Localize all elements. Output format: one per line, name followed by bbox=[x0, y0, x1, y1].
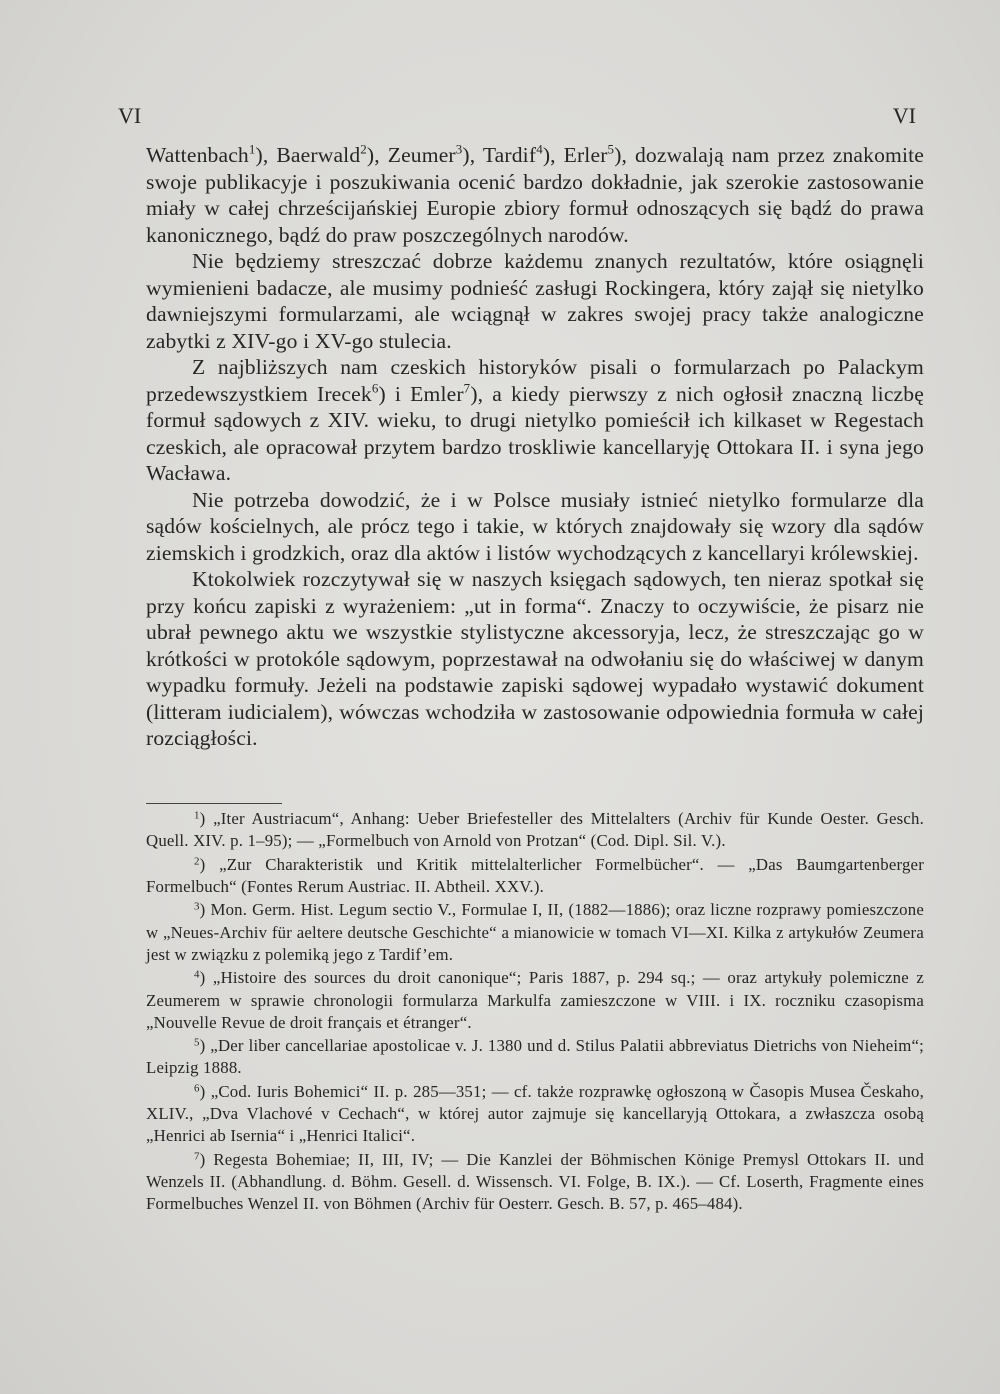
text-run: Z najbliższych nam czeskich historyków pisali o formularzach po Palackym przedewszystkiem Irecek bbox=[146, 355, 924, 406]
footnote-1 bbox=[146, 808, 924, 852]
footnote-7 bbox=[146, 1149, 924, 1216]
text-run: ), Erler bbox=[542, 143, 608, 167]
text-run: Wattenbach bbox=[146, 143, 249, 167]
footnote-mark: 5 bbox=[194, 1036, 200, 1049]
running-head bbox=[118, 103, 916, 129]
text-run: ), dozwalają nam przez znakomite swoje publikacyje i poszukiwania ocenić bardzo dokładnie, jak szerokie zastosowanie miały w całej chrześcijańskiej Europie zbiory formuł odnoszących się bądź do prawa kanonicznego, bądź do praw poszczególnych narodów. bbox=[146, 143, 925, 247]
footnote-mark: 3 bbox=[194, 900, 200, 913]
footnote-separator bbox=[146, 803, 282, 804]
footnote-ref: 5 bbox=[607, 141, 615, 157]
footnote-text: ) „Iter Austriacum“, Anhang: Ueber Briefesteller des Mittelalters (Archiv für Kunde Oester. Gesch. Quell. XIV. p. 1–95); — „Formelbuch von Arnold von Protzan“ (Cod. Dipl. Sil. V.). bbox=[146, 809, 924, 851]
footnote-text: ) „Zur Charakteristik und Kritik mittelalterlicher Formelbücher“. — „Das Baumgartenberger Formelbuch“ (Fontes Rerum Austriac. II. Abtheil. XXV.). bbox=[146, 854, 924, 896]
footnote-text: ) „Cod. Iuris Bohemici“ II. p. 285—351; — cf. także rozprawkę ogłoszoną w Časopis Musea Českaho, XLIV., „Dva Vlachové v Cechach“, w której autor zajmuje się kancellaryją Ottokara, a zwłaszcza osobą „Henrici ab Isernia“ i „Henrici Italici“. bbox=[146, 1081, 924, 1146]
footnote-ref: 2 bbox=[360, 141, 367, 157]
text-run: ), a kiedy pierwszy z nich ogłosił znaczną liczbę formuł sądowych z XIV. wieku, to drugi nietylko pomieścił ich kilkaset w Regestach czeskich, ale opracował przytem bardzo troskliwie kancellaryję Ottokara II. i syna jego Wacława. bbox=[146, 381, 924, 485]
footnote-text: ) „Histoire des sources du droit canonique“; Paris 1887, p. 294 sq.; — oraz artykuły polemiczne z Zeumerem w sprawie chronologii formularza Markulfa zamieszczone w VIII. i IX. roczniku czasopisma „Nouvelle Revue de droit français et étranger“. bbox=[146, 968, 924, 1032]
text-run: ), Zeumer bbox=[366, 143, 456, 167]
footnote-mark: 2 bbox=[194, 855, 200, 868]
paragraph-1 bbox=[146, 142, 924, 248]
paragraph-2: Nie będziemy streszczać dobrze każdemu znanych rezultatów, które osiągnęli wymienieni badacze, ale musimy podnieść zasługi Rockingera, który zajął się nietylko dawniejszymi formularzami, ale wciągnął w zakres swojej pracy także analogiczne zabytki z XIV-go i XV-go stulecia. bbox=[146, 249, 924, 353]
text-run: ) i Emler bbox=[378, 381, 464, 406]
footnote-2 bbox=[146, 854, 924, 898]
footnote-text: ) „Der liber cancellariae apostolicae v. J. 1380 und d. Stilus Palatii abbreviatus Dietrichs von Nieheim“; Leipzig 1888. bbox=[146, 1036, 924, 1078]
body-text bbox=[146, 142, 924, 752]
footnote-ref: 6 bbox=[371, 380, 379, 396]
left-page-number: VI bbox=[118, 103, 142, 128]
text-run: ), Baerwald bbox=[255, 143, 361, 167]
footnote-ref: 3 bbox=[455, 141, 463, 157]
paragraph-4: Nie potrzeba dowodzić, że i w Polsce musiały istnieć nietylko formularze dla sądów kościelnych, ale prócz tego i takie, w których znajdowały się wzory dla sądów ziemskich i grodzkich, oraz dla aktów i listów wychodzących z kancellaryi królewskiej. bbox=[146, 487, 924, 565]
paragraph-3 bbox=[146, 354, 924, 487]
footnote-ref: 4 bbox=[536, 141, 543, 157]
footnote-mark: 1 bbox=[194, 809, 200, 822]
footnote-5 bbox=[146, 1035, 924, 1079]
footnote-text: ) Mon. Germ. Hist. Legum sectio V., Formulae I, II, (1882—1886); oraz liczne rozprawy pomieszczone w „Neues-Archiv für aeltere deutsche Geschichte“ a mianowicie w tomach VI—XI. Kilka z artykułów Zeumera jest w związku z polemiką jego z Tardif’em. bbox=[146, 900, 924, 964]
footnote-6 bbox=[146, 1081, 924, 1148]
text-run: ), Tardif bbox=[462, 143, 537, 167]
footnote-mark: 6 bbox=[194, 1082, 200, 1095]
footnote-mark: 7 bbox=[194, 1150, 200, 1163]
right-page-number: VI bbox=[892, 103, 916, 128]
footnote-ref: 1 bbox=[248, 141, 256, 157]
footnote-text: ) Regesta Bohemiae; II, III, IV; — Die Kanzlei der Böhmischen Könige Premysl Ottokars II. und Wenzels II. (Abhandlung. d. Böhm. Gesell. d. Wissensch. VI. Folge, B. IX.). — Cf. Loserth, Fragmente eines Formelbuches Wenzel II. von Böhmen (Archiv für Oesterr. Gesch. B. 57, p. 465–484). bbox=[146, 1149, 924, 1214]
footnotes bbox=[146, 808, 924, 1217]
footnote-ref: 7 bbox=[463, 380, 471, 396]
footnote-4 bbox=[146, 967, 924, 1034]
paragraph-5: Ktokolwiek rozczytywał się w naszych księgach sądowych, ten nieraz spotkał się przy końcu zapiski z wyrażeniem: „ut in forma“. Znaczy to oczywiście, że pisarz nie ubrał pewnego aktu we wszystkie stylistyczne akcessoryja, lecz, że streszczając go w krótkości w protokóle sądowym, poprzestawał na odwołaniu się do właściwej w danym wypadku formuły. Jeżeli na podstawie zapiski sądowej wypadało wystawić dokument (litteram iudicialem), wówczas wchodziła w zastosowanie odpowiednia formuła w całej rozciągłości. bbox=[146, 567, 924, 750]
footnote-3 bbox=[146, 899, 924, 966]
footnote-mark: 4 bbox=[194, 968, 200, 981]
